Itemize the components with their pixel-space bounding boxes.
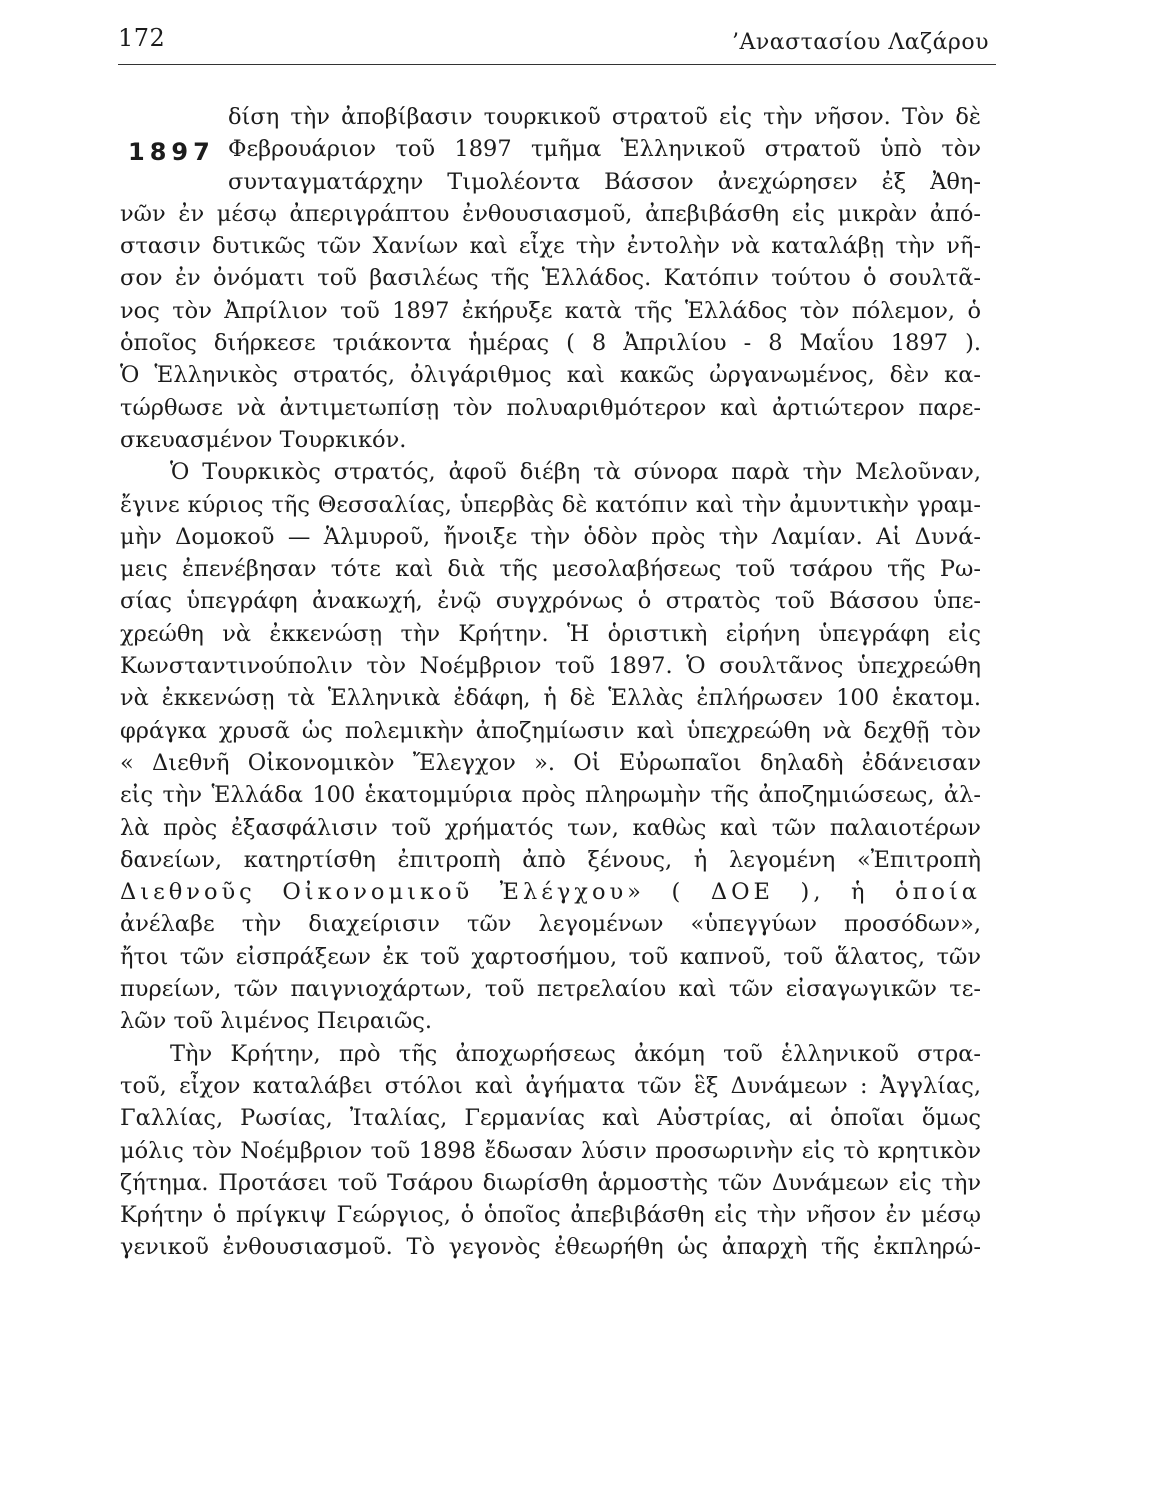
text-line: Τὴν Κρήτην, πρὸ τῆς ἀποχωρήσεως ἀκόμη τοῦ ἑλληνικοῦ στρα- bbox=[170, 1040, 981, 1067]
text-line: πυρείων, τῶν παιγνιοχάρτων, τοῦ πετρελαίου καὶ τῶν εἰσαγωγικῶν τε- bbox=[120, 976, 981, 1003]
paragraph-1 bbox=[120, 101, 981, 456]
text-line: ἔγινε κύριος τῆς Θεσσαλίας, ὑπερβὰς δὲ κατόπιν καὶ τὴν ἀμυντικὴν γραμ- bbox=[120, 491, 981, 518]
text-line: Ὁ Τουρκικὸς στρατός, ἀφοῦ διέβη τὰ σύνορα παρὰ τὴν Μελοῦναν, bbox=[170, 459, 981, 486]
text-line: Φεβρουάριον τοῦ 1897 τμῆμα Ἑλληνικοῦ στρατοῦ ὑπὸ τὸν bbox=[228, 136, 981, 163]
text-line: Κωνσταντινούπολιν τὸν Νοέμβριον τοῦ 1897. Ὁ σουλτᾶνος ὑπεχρεώθη bbox=[120, 653, 981, 680]
text-line: Γαλλίας, Ρωσίας, Ἰταλίας, Γερμανίας καὶ Αὐστρίας, αἱ ὁποῖαι ὅμως bbox=[120, 1105, 981, 1132]
text-line: τώρθωσε νὰ ἀντιμετωπίσῃ τὸν πολυαριθμότερον καὶ ἀρτιώτερον παρε- bbox=[120, 394, 981, 421]
paragraph-2 bbox=[120, 456, 981, 1037]
text-line: λῶν τοῦ λιμένος Πειραιῶς. bbox=[120, 1008, 433, 1035]
text-line: μὴν Δομοκοῦ — Ἁλμυροῦ, ἤνοιξε τὴν ὁδὸν πρὸς τὴν Λαμίαν. Αἱ Δυνά- bbox=[120, 523, 981, 550]
text-line: μεις ἐπενέβησαν τότε καὶ διὰ τῆς μεσολαβήσεως τοῦ τσάρου τῆς Ρω- bbox=[120, 556, 981, 583]
text-line: ἤτοι τῶν εἰσπράξεων ἐκ τοῦ χαρτοσήμου, τοῦ καπνοῦ, τοῦ ἅλατος, τῶν bbox=[120, 943, 981, 970]
page-number: 172 bbox=[118, 24, 166, 52]
text-line: « Διεθνῆ Οἰκονομικὸν Ἔλεγχον ». Οἱ Εὐρωπαῖοι δηλαδὴ ἐδάνεισαν bbox=[120, 749, 981, 776]
text-line: ἀνέλαβε τὴν διαχείρισιν τῶν λεγομένων «ὑπεγγύων προσόδων», bbox=[120, 911, 981, 938]
text-line: ζήτημα. Προτάσει τοῦ Τσάρου διωρίσθη ἁρμοστὴς τῶν Δυνάμεων εἰς τὴν bbox=[120, 1169, 981, 1196]
text-line: Ὁ Ἑλληνικὸς στρατός, ὀλιγάριθμος καὶ κακῶς ὠργανωμένος, δὲν κα- bbox=[120, 362, 981, 389]
text-line: γενικοῦ ἐνθουσιασμοῦ. Τὸ γεγονὸς ἐθεωρήθη ὡς ἀπαρχὴ τῆς ἐκπληρώ- bbox=[120, 1234, 981, 1261]
text-line: εἰς τὴν Ἑλλάδα 100 ἑκατομμύρια πρὸς πληρωμὴν τῆς ἀποζημιώσεως, ἀλ- bbox=[120, 782, 981, 809]
text-line: χρεώθη νὰ ἐκκενώσῃ τὴν Κρήτην. Ἡ ὁριστικὴ εἰρήνη ὑπεγράφη εἰς bbox=[120, 620, 981, 647]
paragraph-3 bbox=[120, 1038, 981, 1264]
text-line: φράγκα χρυσᾶ ὡς πολεμικὴν ἀποζημίωσιν καὶ ὑπεχρεώθη νὰ δεχθῇ τὸν bbox=[120, 717, 981, 744]
text-line: μόλις τὸν Νοέμβριον τοῦ 1898 ἔδωσαν λύσιν προσωρινὴν εἰς τὸ κρητικὸν bbox=[120, 1137, 981, 1164]
text-line: νῶν ἐν μέσῳ ἀπεριγράπτου ἐνθουσιασμοῦ, ἀπεβιβάσθη εἰς μικρὰν ἀπό- bbox=[120, 200, 981, 227]
text-line: συνταγματάρχην Τιμολέοντα Βάσσον ἀνεχώρησεν ἐξ Ἀθη- bbox=[228, 168, 981, 195]
text-line: νος τὸν Ἀπρίλιον τοῦ 1897 ἐκήρυξε κατὰ τῆς Ἑλλάδος τὸν πόλεμον, ὁ bbox=[120, 297, 981, 324]
text-line: σίας ὑπεγράφη ἀνακωχή, ἐνῷ συγχρόνως ὁ στρατὸς τοῦ Βάσσου ὑπε- bbox=[120, 588, 981, 615]
text-line: σκευασμένον Τουρκικόν. bbox=[120, 426, 407, 453]
text-line: δίση τὴν ἀποβίβασιν τουρκικοῦ στρατοῦ εἰς τὴν νῆσον. Τὸν δὲ bbox=[228, 104, 981, 130]
text-line: σον ἐν ὀνόματι τοῦ βασιλέως τῆς Ἑλλάδος. Κατόπιν τούτου ὁ σουλτᾶ- bbox=[120, 265, 981, 292]
text-line: Κρήτην ὁ πρίγκιψ Γεώργιος, ὁ ὁποῖος ἀπεβιβάσθη εἰς τὴν νῆσον ἐν μέσῳ bbox=[120, 1202, 981, 1229]
text-line: τοῦ, εἶχον καταλάβει στόλοι καὶ ἀγήματα τῶν ἓξ Δυνάμεων : Ἀγγλίας, bbox=[120, 1072, 981, 1099]
text-line: δανείων, κατηρτίσθη ἐπιτροπὴ ἀπὸ ξένους, ἡ λεγομένη «Ἐπιτροπὴ bbox=[120, 846, 981, 873]
text-line: Διεθνοῦς Οἰκονομικοῦ Ἐλέγχου» ( ΔΟΕ ), ἡ ὁποία bbox=[120, 879, 981, 906]
text-line: νὰ ἐκκενώσῃ τὰ Ἑλληνικὰ ἐδάφη, ἡ δὲ Ἑλλὰς ἐπλήρωσεν 100 ἑκατομ. bbox=[120, 685, 981, 712]
body-text bbox=[120, 101, 981, 1264]
running-head: ’Αναστασίου Λαζάρου bbox=[732, 30, 989, 55]
margin-year-note: 1897 bbox=[128, 138, 215, 166]
text-line: στασιν δυτικῶς τῶν Χανίων καὶ εἶχε τὴν ἐντολὴν νὰ καταλάβῃ τὴν νῆ- bbox=[120, 233, 981, 260]
header-rule bbox=[118, 64, 996, 65]
text-line: ὁποῖος διήρκεσε τριάκοντα ἡμέρας ( 8 Ἀπριλίου - 8 Μαΐου 1897 ). bbox=[120, 330, 981, 357]
text-line: λὰ πρὸς ἐξασφάλισιν τοῦ χρήματός των, καθὼς καὶ τῶν παλαιοτέρων bbox=[120, 814, 981, 841]
